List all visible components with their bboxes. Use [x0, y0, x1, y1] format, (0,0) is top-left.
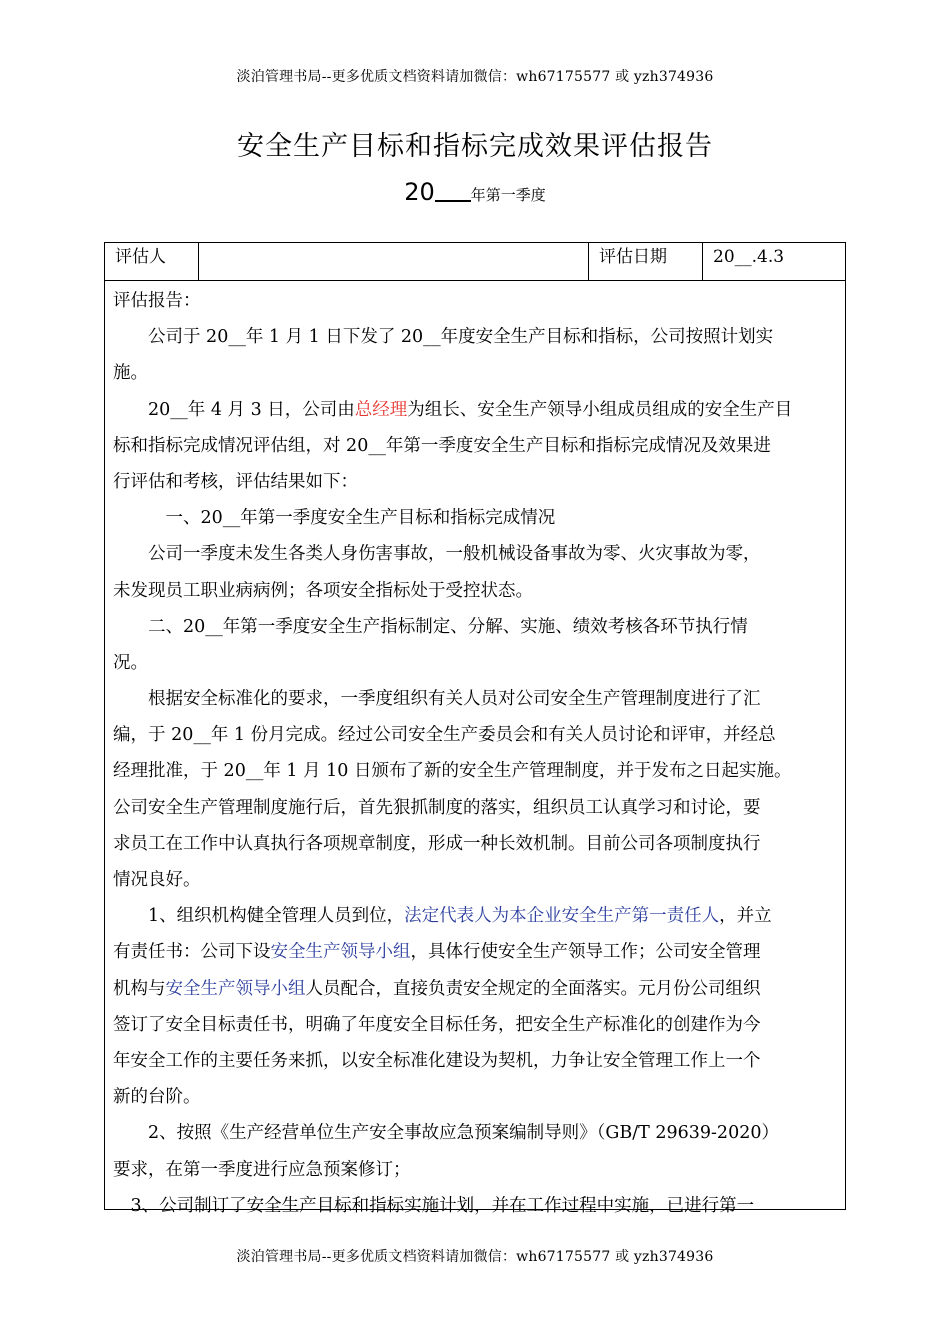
subtitle-suffix: 年第一季度 [470, 186, 546, 204]
text-span: 20__年 4 月 3 日，公司由 [113, 399, 355, 420]
document-title: 安全生产目标和指标完成效果评估报告 [237, 131, 713, 162]
subtitle-year-blank [435, 178, 471, 202]
paragraph-line: 施。 [113, 363, 148, 384]
form-header-row [105, 243, 845, 281]
paragraph-line: 编，于 20__年 1 份月完成。经过公司安全生产委员会和有关人员讨论和评审，并经总 [113, 725, 776, 746]
paragraph-line: 情况良好。 [113, 870, 201, 890]
text-span: ，具体行使安全生产领导工作；公司安全管理 [410, 942, 761, 963]
paragraph-line: 新的台阶。 [113, 1087, 201, 1108]
section-heading: 二、20__年第一季度安全生产指标制定、分解、实施、绩效考核各环节执行情 [113, 616, 748, 637]
paragraph-line: 公司于 20__年 1 月 1 日下发了 20__年度安全生产目标和指标，公司按照计划实 [113, 327, 774, 348]
paragraph-line: 签订了安全目标责任书，明确了年度安全目标任务，把安全生产标准化的创建作为今 [113, 1014, 761, 1035]
highlight-safety-group: 安全生产领导小组 [270, 942, 411, 963]
evaluator-label: 评估人 [105, 243, 199, 280]
text-span: ，并立 [719, 906, 772, 927]
paragraph-line: 要求，在第一季度进行应急预案修订； [113, 1159, 411, 1180]
date-value: 20__.4.3 [713, 247, 785, 267]
footer-note: 淡泊管理书局--更多优质文档资料请加微信：wh67175577 或 yzh374936 [236, 1249, 714, 1265]
section-heading: 况。 [113, 652, 148, 673]
document-subtitle [0, 178, 950, 206]
text-span: 1、组织机构健全管理人员到位， [113, 906, 405, 927]
paragraph-line: 经理批准，于 20__年 1 月 10 日颁布了新的安全生产管理制度，并于发布之日起实施。 [113, 761, 792, 782]
paragraph-line [113, 934, 841, 970]
paragraph-line: 公司一季度未发生各类人身伤害事故，一般机械设备事故为零、火灾事故为零， [113, 544, 761, 565]
text-span: 人员配合，直接负责安全规定的全面落实。元月份公司组织 [305, 978, 761, 999]
paragraph-line: 2、按照《生产经营单位生产安全事故应急预案编制导则》（GB/T 29639-2020） [113, 1123, 779, 1144]
report-heading: 评估报告： [113, 291, 201, 311]
paragraph-line: 根据安全标准化的要求，一季度组织有关人员对公司安全生产管理制度进行了汇 [113, 689, 761, 710]
evaluator-value [199, 243, 589, 280]
paragraph-line: 公司安全生产管理制度施行后，首先狠抓制度的落实，组织员工认真学习和讨论，要 [113, 797, 761, 818]
date-label: 评估日期 [589, 243, 703, 280]
highlight-legal-rep: 法定代表人为本企业安全生产第一责任人 [404, 906, 720, 927]
text-span: 为组长、安全生产领导小组成员组成的安全生产目 [407, 399, 793, 420]
paragraph-line: 标和指标完成情况评估组，对 20__年第一季度安全生产目标和指标完成情况及效果进 [113, 435, 771, 456]
highlight-safety-group: 安全生产领导小组 [165, 978, 306, 999]
subtitle-year-prefix: 20 [404, 178, 435, 206]
paragraph-line: 未发现员工职业病病例；各项安全指标处于受控状态。 [113, 580, 533, 601]
paragraph-line [113, 898, 841, 934]
report-body [113, 283, 841, 1224]
paragraph-line: 求员工在工作中认真执行各项规章制度，形成一种长效机制。目前公司各项制度执行 [113, 833, 761, 854]
highlight-general-manager: 总经理 [354, 399, 408, 420]
text-span: 机构与 [113, 978, 166, 999]
paragraph-line [113, 392, 841, 428]
paragraph-line: 3、公司制订了安全生产目标和指标实施计划，并在工作过程中实施，已进行第一 [113, 1195, 755, 1216]
report-form [104, 242, 846, 1216]
paragraph-line: 行评估和考核，评估结果如下： [113, 471, 358, 492]
section-heading: 一、20__年第一季度安全生产目标和指标完成情况 [113, 508, 556, 529]
paragraph-line [113, 971, 841, 1007]
text-span: 有责任书：公司下设 [113, 942, 271, 963]
paragraph-line: 年安全工作的主要任务来抓，以安全标准化建设为契机，力争让安全管理工作上一个 [113, 1050, 761, 1071]
header-note: 淡泊管理书局--更多优质文档资料请加微信：wh67175577 或 yzh374936 [236, 69, 714, 85]
